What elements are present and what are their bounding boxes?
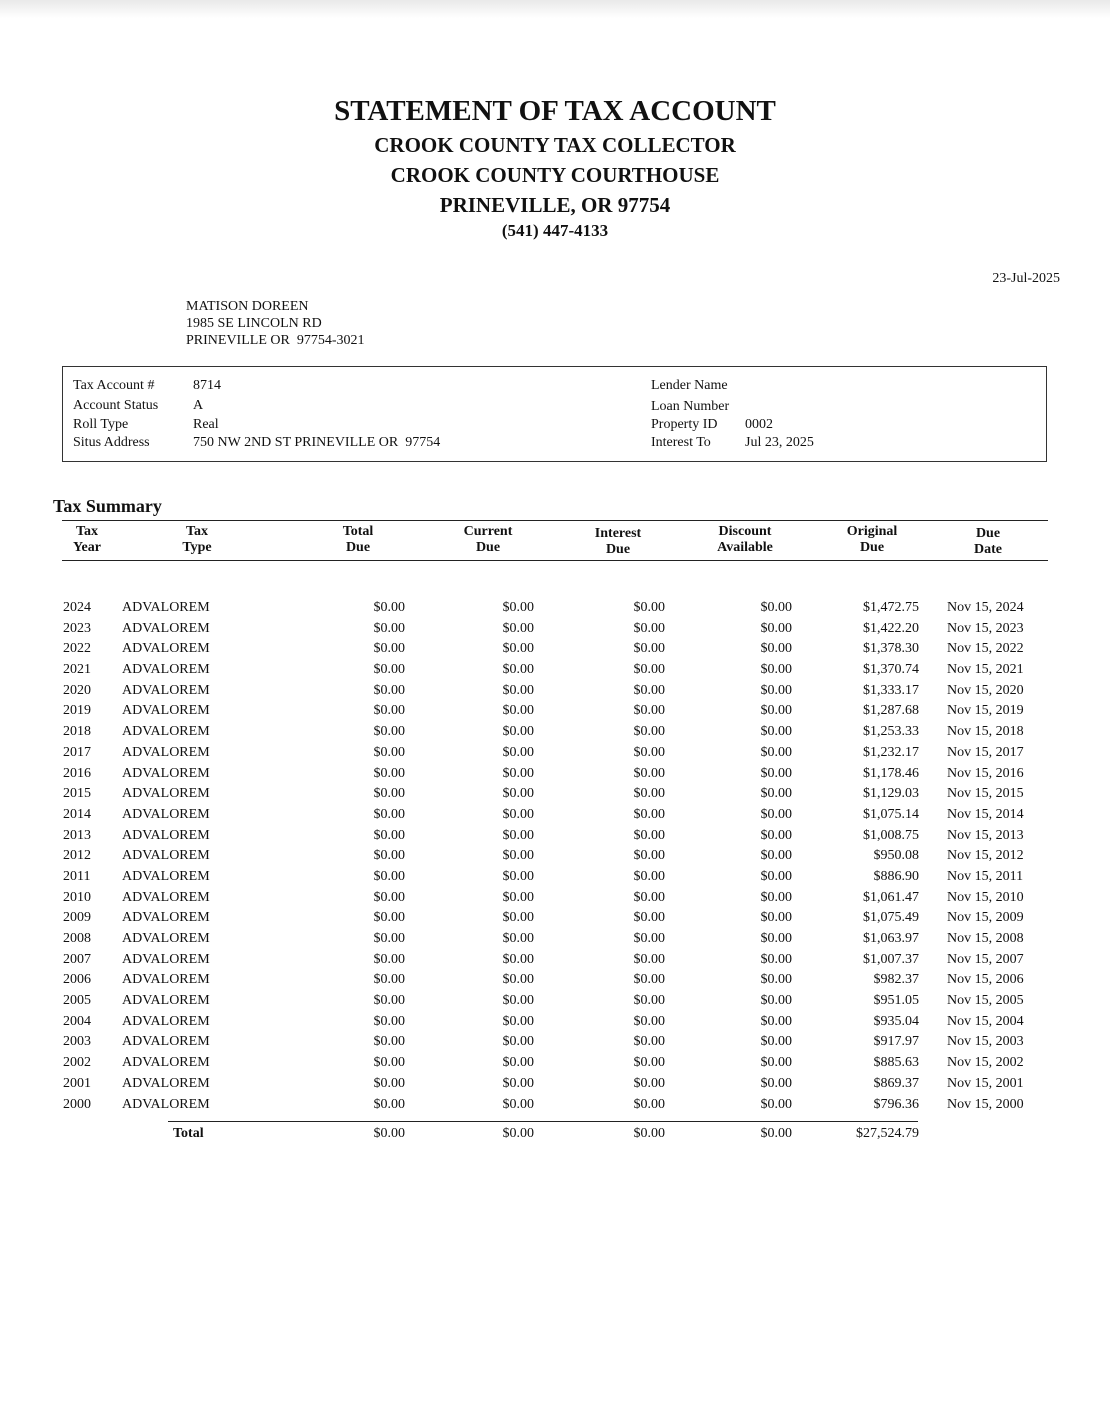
cell-tax-type: ADVALOREM <box>122 724 210 740</box>
cell-due-date: Nov 15, 2009 <box>947 910 1024 926</box>
cell-tax-type: ADVALOREM <box>122 703 210 719</box>
cell-due-date: Nov 15, 2010 <box>947 889 1024 905</box>
cell-current-due: $0.00 <box>502 641 534 657</box>
cell-total-due: $0.00 <box>373 1013 405 1029</box>
col-tax-year <box>62 524 112 556</box>
cell-original-due: $1,287.68 <box>863 703 919 719</box>
cell-discount: $0.00 <box>760 848 792 864</box>
table-row <box>0 660 1110 681</box>
cell-original-due: $1,075.14 <box>863 806 919 822</box>
cell-total-due: $0.00 <box>373 1034 405 1050</box>
table-row <box>0 991 1110 1012</box>
table-row <box>0 598 1110 619</box>
table-row <box>0 867 1110 888</box>
cell-tax-year: 2009 <box>63 910 91 926</box>
cell-original-due: $1,378.30 <box>863 641 919 657</box>
table-row <box>0 701 1110 722</box>
col-due-date-line1: Due <box>975 526 1001 541</box>
cell-due-date: Nov 15, 2008 <box>947 931 1024 946</box>
cell-total-due: $0.00 <box>373 993 405 1009</box>
cell-due-date: Nov 15, 2015 <box>947 786 1024 802</box>
cell-total-due: $0.00 <box>373 724 405 740</box>
cell-total-due: $0.00 <box>373 827 405 843</box>
cell-original-due: $917.97 <box>873 1034 919 1050</box>
cell-tax-type: ADVALOREM <box>122 848 210 864</box>
cell-tax-type: ADVALOREM <box>122 744 210 760</box>
cell-tax-year: 2007 <box>63 951 91 967</box>
table-row <box>0 784 1110 805</box>
cell-current-due: $0.00 <box>502 1096 534 1112</box>
cell-original-due: $1,422.20 <box>863 620 919 636</box>
cell-total-due: $0.00 <box>373 868 405 884</box>
cell-current-due: $0.00 <box>502 868 534 884</box>
cell-total-due: $0.00 <box>373 600 405 615</box>
cell-current-due: $0.00 <box>502 972 534 988</box>
cell-interest-due: $0.00 <box>633 662 665 678</box>
cell-total-due: $0.00 <box>373 910 405 926</box>
cell-due-date: Nov 15, 2023 <box>947 620 1024 636</box>
cell-original-due: $1,232.17 <box>863 744 919 760</box>
cell-discount: $0.00 <box>760 1013 792 1029</box>
cell-original-due: $1,333.17 <box>863 682 919 698</box>
cell-current-due: $0.00 <box>502 806 534 822</box>
cell-discount: $0.00 <box>760 662 792 678</box>
cell-original-due: $1,008.75 <box>863 827 919 843</box>
cell-interest-due: $0.00 <box>633 1075 665 1091</box>
cell-discount: $0.00 <box>760 786 792 802</box>
col-current-due-line1: Current <box>463 524 513 539</box>
cell-tax-type: ADVALOREM <box>122 931 210 946</box>
account-info-box <box>62 366 1047 462</box>
cell-interest-due: $0.00 <box>633 724 665 740</box>
cell-discount: $0.00 <box>760 1055 792 1071</box>
cell-due-date: Nov 15, 2016 <box>947 765 1024 781</box>
table-row <box>0 1053 1110 1074</box>
cell-due-date: Nov 15, 2024 <box>947 600 1024 615</box>
cell-tax-year: 2013 <box>63 827 91 843</box>
cell-interest-due: $0.00 <box>633 620 665 636</box>
roll-type-label: Roll Type <box>73 417 129 432</box>
col-original-due <box>832 524 912 556</box>
cell-original-due: $869.37 <box>873 1075 919 1091</box>
cell-due-date: Nov 15, 2019 <box>947 703 1024 719</box>
cell-interest-due: $0.00 <box>633 1034 665 1050</box>
tax-account-value: 8714 <box>193 378 221 393</box>
cell-due-date: Nov 15, 2006 <box>947 972 1024 988</box>
lender-name-label: Lender Name <box>651 378 728 393</box>
cell-current-due: $0.00 <box>502 910 534 926</box>
cell-tax-year: 2021 <box>63 662 91 678</box>
cell-tax-year: 2012 <box>63 848 91 864</box>
statement-title: STATEMENT OF TAX ACCOUNT <box>334 95 776 127</box>
cell-original-due: $951.05 <box>873 993 919 1009</box>
cell-original-due: $1,472.75 <box>863 600 919 615</box>
cell-due-date: Nov 15, 2022 <box>947 641 1024 657</box>
cell-tax-year: 2020 <box>63 682 91 698</box>
collector-name: CROOK COUNTY TAX COLLECTOR <box>374 133 736 157</box>
cell-current-due: $0.00 <box>502 1075 534 1091</box>
cell-total-due: $0.00 <box>373 1075 405 1091</box>
cell-tax-type: ADVALOREM <box>122 868 210 884</box>
cell-interest-due: $0.00 <box>633 868 665 884</box>
cell-tax-year: 2019 <box>63 703 91 719</box>
situs-address-value: 750 NW 2ND ST PRINEVILLE OR 97754 <box>193 435 441 450</box>
cell-tax-type: ADVALOREM <box>122 1055 210 1071</box>
cell-total-due: $0.00 <box>373 1055 405 1071</box>
cell-original-due: $796.36 <box>873 1096 919 1112</box>
top-shadow <box>0 0 1110 18</box>
cell-current-due: $0.00 <box>502 744 534 760</box>
cell-interest-due: $0.00 <box>633 682 665 698</box>
totals-original-due: $27,524.79 <box>856 1126 919 1141</box>
cell-current-due: $0.00 <box>502 703 534 719</box>
cell-original-due: $1,007.37 <box>863 951 919 967</box>
cell-tax-type: ADVALOREM <box>122 786 210 802</box>
cell-total-due: $0.00 <box>373 662 405 678</box>
cell-discount: $0.00 <box>760 724 792 740</box>
cell-tax-type: ADVALOREM <box>122 600 210 615</box>
account-status-label: Account Status <box>73 398 159 413</box>
cell-current-due: $0.00 <box>502 724 534 740</box>
cell-original-due: $886.90 <box>873 868 919 884</box>
cell-discount: $0.00 <box>760 641 792 657</box>
cell-discount: $0.00 <box>760 620 792 636</box>
cell-current-due: $0.00 <box>502 931 534 946</box>
owner-address <box>186 298 365 349</box>
tax-summary-title: Tax Summary <box>53 496 162 516</box>
col-tax-type-line1: Tax <box>185 524 209 539</box>
col-tax-year-line2: Year <box>73 540 101 555</box>
totals-discount: $0.00 <box>760 1126 792 1141</box>
cell-tax-year: 2022 <box>63 641 91 657</box>
cell-interest-due: $0.00 <box>633 993 665 1009</box>
cell-total-due: $0.00 <box>373 931 405 946</box>
col-total-due-line2: Due <box>345 540 371 555</box>
cell-discount: $0.00 <box>760 931 792 946</box>
cell-discount: $0.00 <box>760 1034 792 1050</box>
collector-phone: (541) 447-4133 <box>501 221 609 240</box>
cell-tax-type: ADVALOREM <box>122 1096 210 1112</box>
cell-tax-year: 2005 <box>63 993 91 1009</box>
cell-original-due: $982.37 <box>873 972 919 988</box>
cell-tax-year: 2006 <box>63 972 91 988</box>
cell-tax-year: 2015 <box>63 786 91 802</box>
cell-tax-year: 2018 <box>63 724 91 740</box>
totals-label: Total <box>173 1126 204 1141</box>
totals-interest-due: $0.00 <box>633 1126 665 1141</box>
cell-current-due: $0.00 <box>502 662 534 678</box>
cell-tax-year: 2016 <box>63 765 91 781</box>
cell-current-due: $0.00 <box>502 1055 534 1071</box>
cell-discount: $0.00 <box>760 1075 792 1091</box>
cell-tax-year: 2010 <box>63 889 91 905</box>
cell-total-due: $0.00 <box>373 1096 405 1112</box>
cell-discount: $0.00 <box>760 993 792 1009</box>
cell-tax-year: 2023 <box>63 620 91 636</box>
tax-account-label: Tax Account # <box>73 378 155 393</box>
cell-total-due: $0.00 <box>373 972 405 988</box>
cell-tax-year: 2011 <box>63 868 91 884</box>
cell-discount: $0.00 <box>760 889 792 905</box>
cell-original-due: $950.08 <box>873 848 919 864</box>
cell-interest-due: $0.00 <box>633 1013 665 1029</box>
totals-current-due: $0.00 <box>502 1126 534 1141</box>
cell-due-date: Nov 15, 2002 <box>947 1055 1024 1071</box>
cell-due-date: Nov 15, 2017 <box>947 744 1024 760</box>
cell-due-date: Nov 15, 2012 <box>947 848 1024 864</box>
totals-row <box>0 1124 1110 1144</box>
cell-due-date: Nov 15, 2004 <box>947 1013 1024 1029</box>
cell-tax-type: ADVALOREM <box>122 620 210 636</box>
table-row <box>0 970 1110 991</box>
col-interest-due-line1: Interest <box>594 526 642 541</box>
cell-discount: $0.00 <box>760 600 792 615</box>
cell-interest-due: $0.00 <box>633 827 665 843</box>
cell-original-due: $1,075.49 <box>863 910 919 926</box>
cell-tax-type: ADVALOREM <box>122 972 210 988</box>
cell-current-due: $0.00 <box>502 682 534 698</box>
cell-current-due: $0.00 <box>502 848 534 864</box>
cell-interest-due: $0.00 <box>633 765 665 781</box>
table-row <box>0 846 1110 867</box>
table-row <box>0 722 1110 743</box>
cell-tax-type: ADVALOREM <box>122 1075 210 1091</box>
cell-current-due: $0.00 <box>502 620 534 636</box>
cell-tax-year: 2004 <box>63 1013 91 1029</box>
cell-original-due: $885.63 <box>873 1055 919 1071</box>
col-tax-type <box>160 524 234 556</box>
col-discount-line2: Available <box>717 540 773 555</box>
cell-total-due: $0.00 <box>373 848 405 864</box>
situs-address-label: Situs Address <box>73 435 150 450</box>
owner-name: MATISON DOREEN <box>186 299 309 314</box>
col-total-due <box>318 524 398 556</box>
cell-discount: $0.00 <box>760 868 792 884</box>
cell-tax-type: ADVALOREM <box>122 910 210 926</box>
property-id-value: 0002 <box>745 417 773 432</box>
table-row <box>0 764 1110 785</box>
collector-city: PRINEVILLE, OR 97754 <box>439 193 671 217</box>
cell-tax-type: ADVALOREM <box>122 641 210 657</box>
cell-tax-year: 2017 <box>63 744 91 760</box>
cell-current-due: $0.00 <box>502 600 534 615</box>
cell-current-due: $0.00 <box>502 889 534 905</box>
cell-due-date: Nov 15, 2003 <box>947 1034 1024 1050</box>
cell-due-date: Nov 15, 2020 <box>947 682 1024 698</box>
col-original-due-line2: Due <box>859 540 885 555</box>
table-row <box>0 1095 1110 1116</box>
cell-original-due: $1,178.46 <box>863 765 919 781</box>
interest-to-label: Interest To <box>651 435 711 450</box>
cell-interest-due: $0.00 <box>633 703 665 719</box>
table-row <box>0 888 1110 909</box>
cell-interest-due: $0.00 <box>633 641 665 657</box>
table-row <box>0 619 1110 640</box>
cell-discount: $0.00 <box>760 744 792 760</box>
statement-header <box>0 92 1110 242</box>
cell-interest-due: $0.00 <box>633 1055 665 1071</box>
cell-original-due: $1,253.33 <box>863 724 919 740</box>
cell-tax-type: ADVALOREM <box>122 993 210 1009</box>
cell-tax-type: ADVALOREM <box>122 827 210 843</box>
cell-total-due: $0.00 <box>373 765 405 781</box>
table-row <box>0 950 1110 971</box>
col-due-date-line2: Date <box>974 542 1002 557</box>
cell-original-due: $1,061.47 <box>863 889 919 905</box>
cell-original-due: $935.04 <box>873 1013 919 1029</box>
cell-original-due: $1,063.97 <box>863 931 919 946</box>
cell-due-date: Nov 15, 2005 <box>947 993 1024 1009</box>
cell-due-date: Nov 15, 2014 <box>947 806 1024 822</box>
col-tax-year-line1: Tax <box>75 524 99 539</box>
cell-tax-year: 2002 <box>63 1055 91 1071</box>
table-header-rule <box>62 560 1048 561</box>
cell-discount: $0.00 <box>760 972 792 988</box>
cell-due-date: Nov 15, 2013 <box>947 827 1024 843</box>
cell-original-due: $1,129.03 <box>863 786 919 802</box>
cell-discount: $0.00 <box>760 951 792 967</box>
roll-type-value: Real <box>193 417 219 432</box>
cell-total-due: $0.00 <box>373 806 405 822</box>
loan-number-label: Loan Number <box>651 399 730 414</box>
tax-summary-rows <box>0 598 1110 1115</box>
cell-interest-due: $0.00 <box>633 806 665 822</box>
cell-total-due: $0.00 <box>373 744 405 760</box>
cell-total-due: $0.00 <box>373 703 405 719</box>
col-original-due-line1: Original <box>846 524 898 539</box>
cell-interest-due: $0.00 <box>633 600 665 615</box>
col-tax-type-line2: Type <box>182 540 212 555</box>
cell-interest-due: $0.00 <box>633 931 665 946</box>
interest-to-value: Jul 23, 2025 <box>745 435 814 450</box>
cell-interest-due: $0.00 <box>633 910 665 926</box>
cell-interest-due: $0.00 <box>633 951 665 967</box>
cell-interest-due: $0.00 <box>633 889 665 905</box>
cell-current-due: $0.00 <box>502 765 534 781</box>
courthouse-name: CROOK COUNTY COURTHOUSE <box>390 163 720 187</box>
table-top-rule <box>62 520 1048 521</box>
cell-discount: $0.00 <box>760 703 792 719</box>
col-discount-line1: Discount <box>718 524 772 539</box>
cell-total-due: $0.00 <box>373 889 405 905</box>
table-row <box>0 826 1110 847</box>
table-row <box>0 908 1110 929</box>
table-row <box>0 929 1110 950</box>
cell-interest-due: $0.00 <box>633 744 665 760</box>
col-current-due <box>448 524 528 556</box>
cell-interest-due: $0.00 <box>633 848 665 864</box>
cell-tax-year: 2014 <box>63 806 91 822</box>
cell-tax-type: ADVALOREM <box>122 1034 210 1050</box>
owner-street: 1985 SE LINCOLN RD <box>186 316 322 331</box>
cell-current-due: $0.00 <box>502 827 534 843</box>
cell-discount: $0.00 <box>760 806 792 822</box>
cell-current-due: $0.00 <box>502 1013 534 1029</box>
cell-tax-type: ADVALOREM <box>122 662 210 678</box>
cell-due-date: Nov 15, 2001 <box>947 1075 1024 1091</box>
owner-city: PRINEVILLE OR 97754-3021 <box>186 333 365 348</box>
cell-discount: $0.00 <box>760 910 792 926</box>
cell-interest-due: $0.00 <box>633 1096 665 1112</box>
account-status-value: A <box>193 398 204 413</box>
cell-discount: $0.00 <box>760 682 792 698</box>
cell-discount: $0.00 <box>760 765 792 781</box>
cell-original-due: $1,370.74 <box>863 662 919 678</box>
table-row <box>0 805 1110 826</box>
cell-total-due: $0.00 <box>373 682 405 698</box>
cell-total-due: $0.00 <box>373 641 405 657</box>
totals-rule <box>168 1121 918 1122</box>
cell-discount: $0.00 <box>760 1096 792 1112</box>
cell-current-due: $0.00 <box>502 786 534 802</box>
cell-tax-type: ADVALOREM <box>122 1013 210 1029</box>
cell-tax-year: 2024 <box>63 600 91 615</box>
cell-current-due: $0.00 <box>502 951 534 967</box>
cell-current-due: $0.00 <box>502 993 534 1009</box>
cell-discount: $0.00 <box>760 827 792 843</box>
cell-due-date: Nov 15, 2011 <box>947 868 1024 884</box>
cell-interest-due: $0.00 <box>633 786 665 802</box>
cell-tax-type: ADVALOREM <box>122 806 210 822</box>
cell-tax-type: ADVALOREM <box>122 682 210 698</box>
cell-tax-year: 2000 <box>63 1096 91 1112</box>
col-interest-due-line2: Due <box>605 542 631 557</box>
table-row <box>0 1012 1110 1033</box>
cell-tax-year: 2008 <box>63 931 91 946</box>
cell-tax-type: ADVALOREM <box>122 889 210 905</box>
col-total-due-line1: Total <box>342 524 374 539</box>
cell-tax-year: 2003 <box>63 1034 91 1050</box>
cell-total-due: $0.00 <box>373 951 405 967</box>
cell-due-date: Nov 15, 2007 <box>947 951 1024 967</box>
cell-tax-year: 2001 <box>63 1075 91 1091</box>
statement-date: 23-Jul-2025 <box>992 271 1060 286</box>
table-row <box>0 639 1110 660</box>
cell-interest-due: $0.00 <box>633 972 665 988</box>
cell-due-date: Nov 15, 2018 <box>947 724 1024 740</box>
cell-total-due: $0.00 <box>373 620 405 636</box>
table-row <box>0 681 1110 702</box>
col-current-due-line2: Due <box>475 540 501 555</box>
col-discount <box>700 524 790 556</box>
cell-due-date: Nov 15, 2021 <box>947 662 1024 678</box>
table-row <box>0 1032 1110 1053</box>
cell-total-due: $0.00 <box>373 786 405 802</box>
property-id-label: Property ID <box>651 417 718 432</box>
col-due-date <box>948 526 1028 558</box>
totals-total-due: $0.00 <box>373 1126 405 1141</box>
col-interest-due <box>578 526 658 558</box>
cell-current-due: $0.00 <box>502 1034 534 1050</box>
table-row <box>0 743 1110 764</box>
cell-tax-type: ADVALOREM <box>122 951 210 967</box>
cell-tax-type: ADVALOREM <box>122 765 210 781</box>
cell-due-date: Nov 15, 2000 <box>947 1096 1024 1112</box>
table-row <box>0 1074 1110 1095</box>
